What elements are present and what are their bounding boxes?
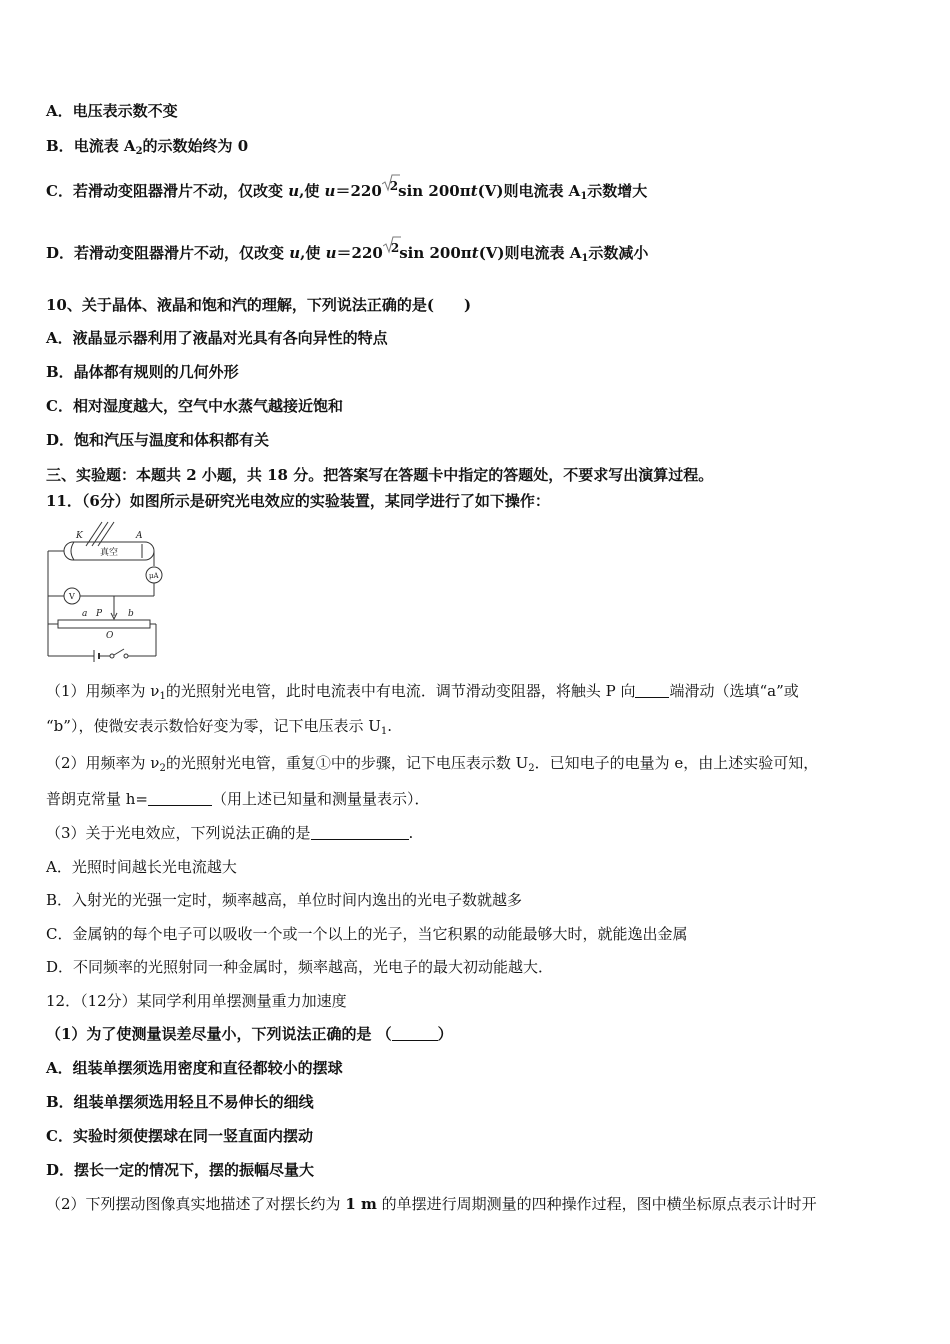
q9-option-b: B．电流表 $A_2$的示数始终为 0 xyxy=(46,137,249,157)
answer-blank[interactable] xyxy=(311,825,409,840)
sqrt-symbol: 2 xyxy=(383,238,399,258)
section-heading: 三、实验题：本题共 2 小题，共 18 分。把答案写在答题卡中指定的答题处，不要求写出演算过程。 xyxy=(46,466,714,484)
q11-option-d: D．不同频率的光照射同一种金属时，频率越高，光电子的最大初动能越大． xyxy=(46,958,554,976)
label-o: O xyxy=(106,631,114,641)
q12-option-c: C．实验时须使摆球在同一竖直面内摆动 xyxy=(46,1127,313,1145)
label-k: K xyxy=(76,531,83,541)
q11-stem: 11．（6分）如图所示是研究光电效应的实验装置，某同学进行了如下操作： xyxy=(46,492,550,510)
q11-part1-line1: （1）用频率为 $\nu_1$的光照射光电管，此时电流表中有电流．调节滑动变阻器，将触头 P 向 端滑动（选填“a”或 xyxy=(46,682,799,702)
label-a-end: a xyxy=(82,609,88,619)
cathode-plate xyxy=(71,542,74,560)
q11-part1-line2: “b”），使微安表示数恰好变为零，记下电压表示 $U_1$. xyxy=(46,717,393,737)
label-vacuum: 真空 xyxy=(100,548,119,558)
q12-part1: （1）为了使测量误差尽量小，下列说法正确的是 （ ） xyxy=(46,1025,453,1043)
q10-option-a: A．液晶显示器利用了液晶对光具有各向异性的特点 xyxy=(46,329,388,347)
sqrt-symbol: 2 xyxy=(382,176,398,196)
q10-option-d: D．饱和汽压与温度和体积都有关 xyxy=(46,431,270,449)
q11-option-b: B．入射光的光强一定时，频率越高，单位时间内逸出的光电子数就越多 xyxy=(46,891,523,909)
q12-option-b: B．组装单摆须选用轻且不易伸长的细线 xyxy=(46,1093,314,1111)
q11-option-a: A．光照时间越长光电流越大 xyxy=(46,858,237,876)
q9-option-c: C．若滑动变阻器滑片不动，仅改变 u,使 u＝220 2sin 200πt(V)则电流表 $A_1$示数增大 xyxy=(46,176,647,207)
photoelectric-circuit-diagram xyxy=(44,520,164,662)
label-microammeter: μA xyxy=(149,572,159,580)
q12-part2: （2）下列摆动图像真实地描述了对摆长约为 1 m 的单摆进行周期测量的四种操作过程，图中横坐标原点表示计时开 xyxy=(46,1195,817,1213)
q9-option-a: A．电压表示数不变 xyxy=(46,102,178,120)
switch xyxy=(114,649,124,655)
label-voltmeter: V xyxy=(69,592,75,601)
q12-option-d: D．摆长一定的情况下，摆的振幅尽量大 xyxy=(46,1161,315,1179)
q10-option-c: C．相对湿度越大，空气中水蒸气越接近饱和 xyxy=(46,397,343,415)
label-b-end: b xyxy=(128,609,134,619)
q12-stem: 12．（12分）某同学利用单摆测量重力加速度 xyxy=(46,992,347,1010)
rheostat xyxy=(58,620,150,628)
q10-option-b: B．晶体都有规则的几何外形 xyxy=(46,363,239,381)
q11-option-c: C．金属钠的每个电子可以吸收一个或一个以上的光子，当它积累的动能最够大时，就能逸出金属 xyxy=(46,925,688,943)
q9-option-d: D．若滑动变阻器滑片不动，仅改变 u,使 u＝220 2sin 200πt(V)则电流表 $A_1$示数减小 xyxy=(46,238,648,269)
q11-part2-line1: （2）用频率为 $\nu_2$的光照射光电管，重复①中的步骤，记下电压表示数 $U_2$．已知电子的电量为 e，由上述实验可知， xyxy=(46,754,819,774)
q12-option-a: A．组装单摆须选用密度和直径都较小的摆球 xyxy=(46,1059,343,1077)
q10-stem: 10、关于晶体、液晶和饱和汽的理解，下列说法正确的是( ) xyxy=(46,296,472,314)
label-a: A xyxy=(136,531,143,541)
q11-part2-line2: 普朗克常量 h= （用上述已知量和测量量表示）． xyxy=(46,790,430,808)
label-p: P xyxy=(96,609,103,619)
answer-blank[interactable] xyxy=(635,683,669,698)
q11-part3: （3）关于光电效应，下列说法正确的是 . xyxy=(46,824,414,842)
answer-blank[interactable] xyxy=(148,791,212,806)
answer-blank[interactable] xyxy=(392,1026,438,1041)
